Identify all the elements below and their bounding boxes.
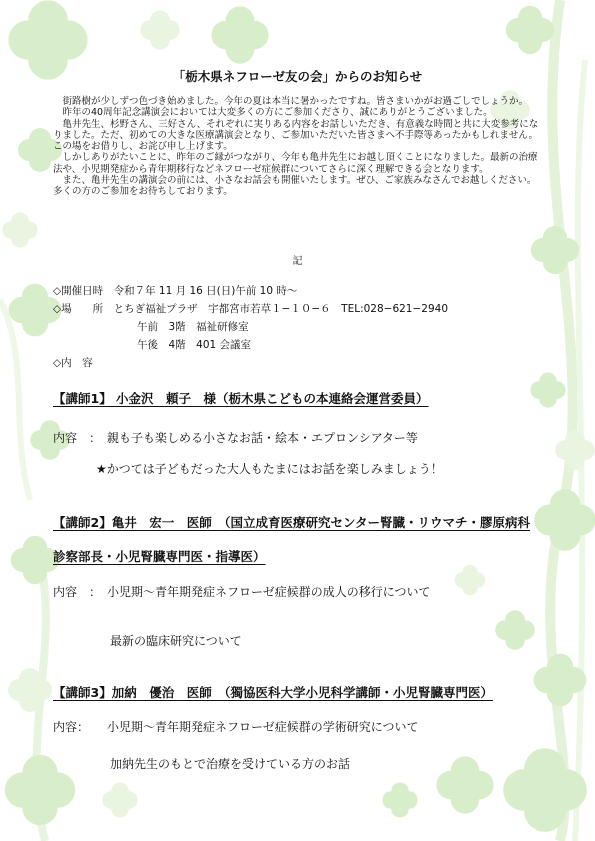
speaker3-content-label: 内容： <box>53 720 90 734</box>
intro-paragraph: しかしありがたいことに、昨年のご縁がつながり、今年も亀井先生にお越し頂くことになりました。最新の治療法や、小児期発症から青年期移行などネフローゼ症候群についてさらに深く理解できる会となります。 <box>53 152 538 175</box>
intro-paragraph: 街路樹が少しずつ色づき始めました。今年の夏は本当に暑かったですね。皆さまいかがお過ごしでしょうか。 <box>53 96 529 107</box>
room-morning: 午前 3階 福祉研修室 <box>137 321 249 333</box>
speaker3-heading-text: 【講師3】加納 優治 医師 （獨協医科大学小児科学講師・小児腎臓専門医） <box>53 685 493 700</box>
speaker1-heading <box>53 389 429 407</box>
speaker2-heading <box>53 513 530 531</box>
speaker1-heading-text: 【講師1】 小金沢 頼子 様（栃木県こどもの本連絡会運営委員） <box>53 391 429 406</box>
intro-text <box>53 96 543 198</box>
speaker1-note: ★かつては子どもだった大人もたまにはお話を楽しみましょう！ <box>96 462 443 476</box>
speaker2-content-label: 内容 ： <box>53 585 102 599</box>
speaker1-content-label: 内容 ： <box>53 431 102 445</box>
document-title: 「栃木県ネフローゼ友の会」からのお知らせ <box>172 69 423 84</box>
speaker3-content-1: 小児期～青年期発症ネフローゼ症候群の学術研究について <box>107 720 419 734</box>
speaker1-content: 親も子も楽しめる小さなお話・絵本・エプロンシアター等 <box>107 431 418 445</box>
speaker2-content-2: 最新の臨床研究について <box>110 634 242 648</box>
event-venue: ◇場 所 とちぎ福祉プラザ 宇都宮市若草１−１０−６ TEL:028−621−2940 <box>53 303 449 315</box>
speaker2-content-1: 小児期～青年期発症ネフローゼ症候群の成人の移行について <box>107 585 431 599</box>
speaker3-heading <box>53 683 493 701</box>
speaker2-heading-cont <box>53 547 266 565</box>
intro-paragraph: また、亀井先生の講演会の前には、小さなお話会も開催いたします。ぜひ、ご家族みなさんでお越しください。 多くの方のご参加をお待ちしております。 <box>53 175 542 198</box>
intro-paragraph: 昨年の40周年記念講演会においては大変多くの方にご参加くださり、誠にありがとうございました。 <box>53 107 493 119</box>
intro-paragraph: 亀井先生、杉野さん、三好さん、それぞれに実りある内容をお話しいただき、有意義な時間と共に大変参考になりました。ただ、初めての大きな医療講演会となり、ご参加いただいた皆さまへ不手際等あったかもしれません。この場をお借りし、お詫び申し上げます。 <box>53 118 539 153</box>
speaker3-content-2: 加納先生のもとで治療を受けている方のお話 <box>110 757 351 771</box>
event-datetime: ◇開催日時 令和７年 11 月 16 日(日)午前 10 時～ <box>53 285 298 297</box>
room-afternoon: 午後 4階 401 会議室 <box>137 339 252 351</box>
speaker2-heading-line2: 診察部長・小児腎臓専門医・指導医） <box>53 549 266 564</box>
ki-marker: 記 <box>292 256 303 267</box>
content-label: ◇内 容 <box>53 357 93 369</box>
speaker2-heading-line1: 【講師2】亀井 宏一 医師 （国立成育医療研究センター腎臓・リウマチ・膠原病科 <box>53 515 530 530</box>
